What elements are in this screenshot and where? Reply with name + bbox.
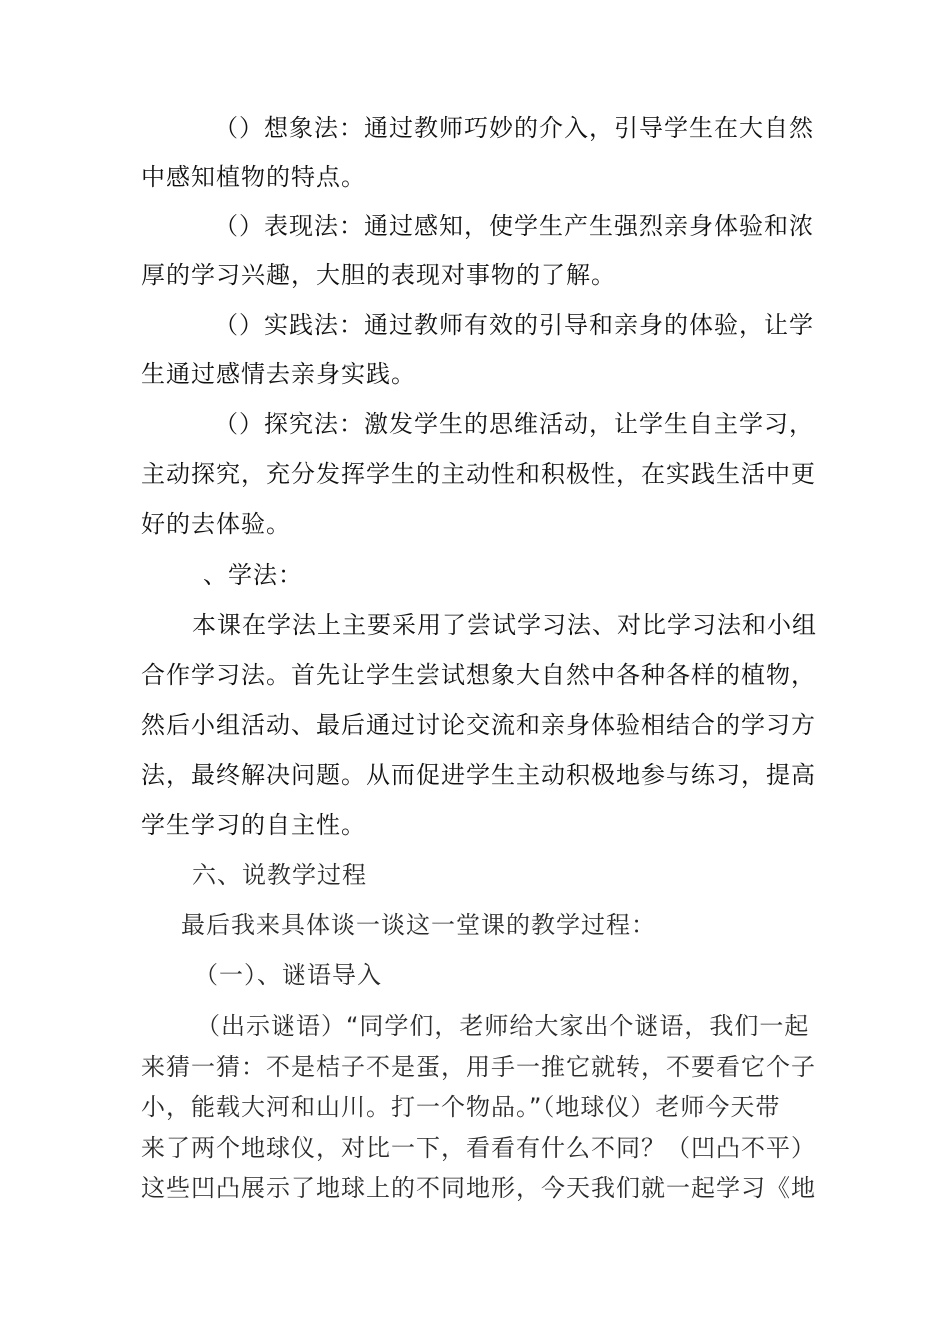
paragraph-line: 法，最终解决问题。从而促进学生主动积极地参与练习，提高 — [141, 761, 816, 789]
paragraph-line: 主动探究，充分发挥学生的主动性和积极性，在实践生活中更 — [141, 460, 816, 488]
paragraph-line: 生通过感情去亲身实践。 — [141, 360, 416, 388]
paragraph-line: （）实践法：通过教师有效的引导和亲身的体验，让学 — [214, 311, 814, 339]
paragraph-line: （）想象法：通过教师巧妙的介入，引导学生在大自然 — [214, 114, 814, 142]
paragraph-line: （）表现法：通过感知，使学生产生强烈亲身体验和浓 — [214, 212, 814, 240]
paragraph-line: 最后我来具体谈一谈这一堂课的教学过程： — [181, 911, 656, 939]
paragraph-line: 好的去体验。 — [141, 510, 291, 538]
section-heading: 、学法： — [203, 561, 303, 589]
paragraph-line: 小，能载大河和山川。打一个物品。”（地球仪）老师今天带 — [141, 1093, 781, 1121]
paragraph-line: 厚的学习兴趣，大胆的表现对事物的了解。 — [141, 261, 616, 289]
paragraph-line: 学生学习的自主性。 — [141, 811, 366, 839]
paragraph-line: 然后小组活动、最后通过讨论交流和亲身体验相结合的学习方 — [141, 711, 816, 739]
section-heading: 六、说教学过程 — [192, 861, 367, 889]
subsection-heading: （一）、谜语导入 — [194, 961, 382, 989]
paragraph-line: 中感知植物的特点。 — [141, 163, 366, 191]
paragraph-line: 来了两个地球仪，对比一下，看看有什么不同？（凹凸不平） — [141, 1134, 816, 1162]
paragraph-line: 本课在学法上主要采用了尝试学习法、对比学习法和小组 — [192, 611, 817, 639]
paragraph-line: （出示谜语）“同学们，老师给大家出个谜语，我们一起 — [196, 1012, 810, 1040]
paragraph-line: 来猜一猜：不是桔子不是蛋，用手一推它就转，不要看它个子 — [141, 1053, 816, 1081]
paragraph-line: 这些凹凸展示了地球上的不同地形，今天我们就一起学习《地 — [141, 1174, 816, 1202]
paragraph-line: 合作学习法。首先让学生尝试想象大自然中各种各样的植物， — [141, 661, 816, 689]
paragraph-line: （）探究法：激发学生的思维活动，让学生自主学习， — [214, 410, 814, 438]
